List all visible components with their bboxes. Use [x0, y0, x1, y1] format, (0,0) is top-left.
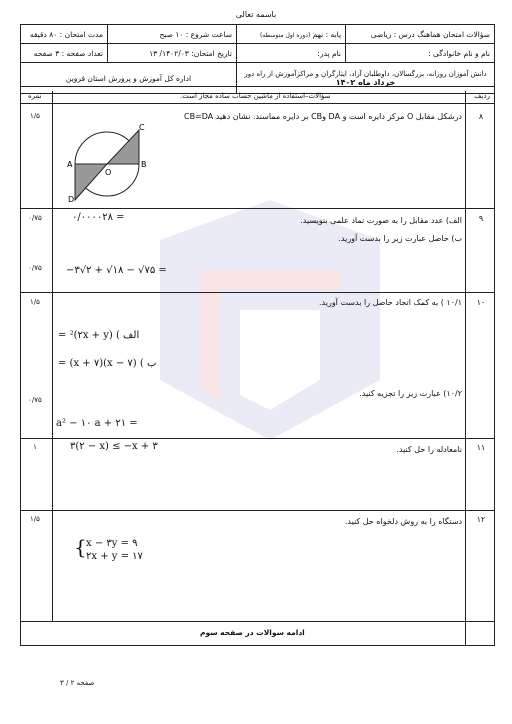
department: اداره کل آموزش و پرورش استان قزوین	[21, 63, 237, 94]
triangle-right	[107, 130, 139, 164]
q12-number: ۱۲	[476, 515, 486, 524]
start-time: ساعت شروع : ۱۰ صبح	[108, 25, 237, 44]
q11-number: ۱۱	[476, 443, 486, 452]
score-column-divider	[52, 91, 53, 621]
course-title: سؤالات امتحان هماهنگ درس : ریاضی	[346, 25, 495, 44]
continue-note: ادامه سوالات در صفحه سوم	[200, 628, 305, 637]
page-header: باسمه تعالی	[235, 10, 277, 19]
score-column-header: نمره	[28, 92, 42, 100]
session: خرداد ماه ۱۴۰۲	[335, 77, 396, 87]
row-column-header: ردیف	[474, 92, 490, 100]
q10-part-b: ۱۰/۲) عبارت زیر را تجزیه کنید.	[359, 389, 462, 398]
exam-header-table	[20, 24, 495, 94]
grade: پایه : نهم	[312, 29, 341, 39]
q8-text: درشکل مقابل O مرکز دایره است و DA وCB بر دایره مماسند. نشان دهید CB=DA	[183, 112, 462, 121]
q8-number: ۸	[478, 112, 484, 121]
q12-eq2: ۲x + y = ۱۷	[86, 551, 143, 562]
q12-divider	[20, 621, 495, 622]
student-name-label: نام و نام خانوادگی :	[346, 44, 495, 63]
q10-score-a: ۱/۵	[30, 298, 40, 306]
system-brace: {	[74, 535, 87, 559]
q12-score: ۱/۵	[30, 515, 40, 523]
q10-score-b: ۰/۷۵	[28, 396, 42, 404]
q8-score: ۱/۵	[30, 112, 40, 120]
triangle-left	[75, 164, 107, 200]
q11-divider	[20, 510, 495, 511]
q11-expr: ۳(۲ − x) ≤ −x + ۳	[70, 441, 158, 452]
q9-part-b: ب) حاصل عبارت زیر را بدست آورید.	[338, 234, 462, 243]
label-b: B	[141, 160, 147, 169]
q9-expr-a: ۰/۰۰۰۰۲۸ =	[72, 212, 125, 223]
q8-circle-diagram	[65, 122, 155, 204]
q12-eq1: x − ۳y = ۹	[86, 538, 138, 549]
page-count: تعداد صفحه : ۳ صفحه	[21, 44, 108, 63]
label-a: A	[67, 160, 73, 169]
duration: مدت امتحان : ۸۰ دقیقه	[21, 25, 108, 44]
q9-score-a: ۰/۷۵	[28, 214, 42, 222]
exam-date: تاریخ امتحان: ۱۴۰۲/۰۳/ ۱۳	[108, 44, 237, 63]
grade-cell	[237, 25, 346, 44]
q10-number: ۱۰	[476, 298, 486, 307]
q11-text: نامعادله را حل کنید.	[396, 445, 462, 454]
q10-divider	[20, 438, 495, 439]
grade-note: (دوره اول متوسطه)	[259, 31, 311, 39]
school-line: دانش آموزان روزانه، بزرگسالان، داوطلبان آزاد، ایثارگران و مراکزآموزش از راه دور	[244, 69, 487, 78]
q9-expr-b: −۳√۲ + √۱۸ − √۷۵ =	[66, 265, 167, 276]
q9-number: ۹	[478, 214, 484, 223]
q9-part-a: الف) عدد مقابل را به صورت نماد علمی بنویسید.	[300, 216, 462, 225]
q8-divider	[20, 208, 495, 209]
q11-score: ۱	[33, 443, 37, 451]
label-d: D	[68, 195, 75, 204]
label-c: C	[139, 123, 145, 132]
column-header-divider	[20, 103, 495, 104]
q10-expr-a2: ب ) (x − ۷)(x + ۷) =	[58, 358, 157, 369]
father-name-label: نام پدر:	[237, 44, 346, 63]
row-column-divider	[465, 91, 466, 646]
q10-part-a: ۱۰/۱ ) به کمک اتحاد حاصل را بدست آورید.	[318, 298, 462, 307]
q10-expr-b: a² − ۱۰ a + ۲۱ =	[56, 418, 138, 429]
q10-expr-a1: الف ) (۲x + y)² =	[58, 330, 140, 341]
questions-column-header: سؤالات–استفاده از ماشین حساب ساده مجاز است.	[180, 92, 331, 100]
label-o: O	[105, 168, 112, 177]
q12-text: دستگاه را به روش دلخواه حل کنید.	[344, 517, 462, 526]
page-footer: صفحه ۲ / ۳	[60, 679, 95, 687]
q9-divider	[20, 292, 495, 293]
q9-score-b: ۰/۷۵	[28, 264, 42, 272]
